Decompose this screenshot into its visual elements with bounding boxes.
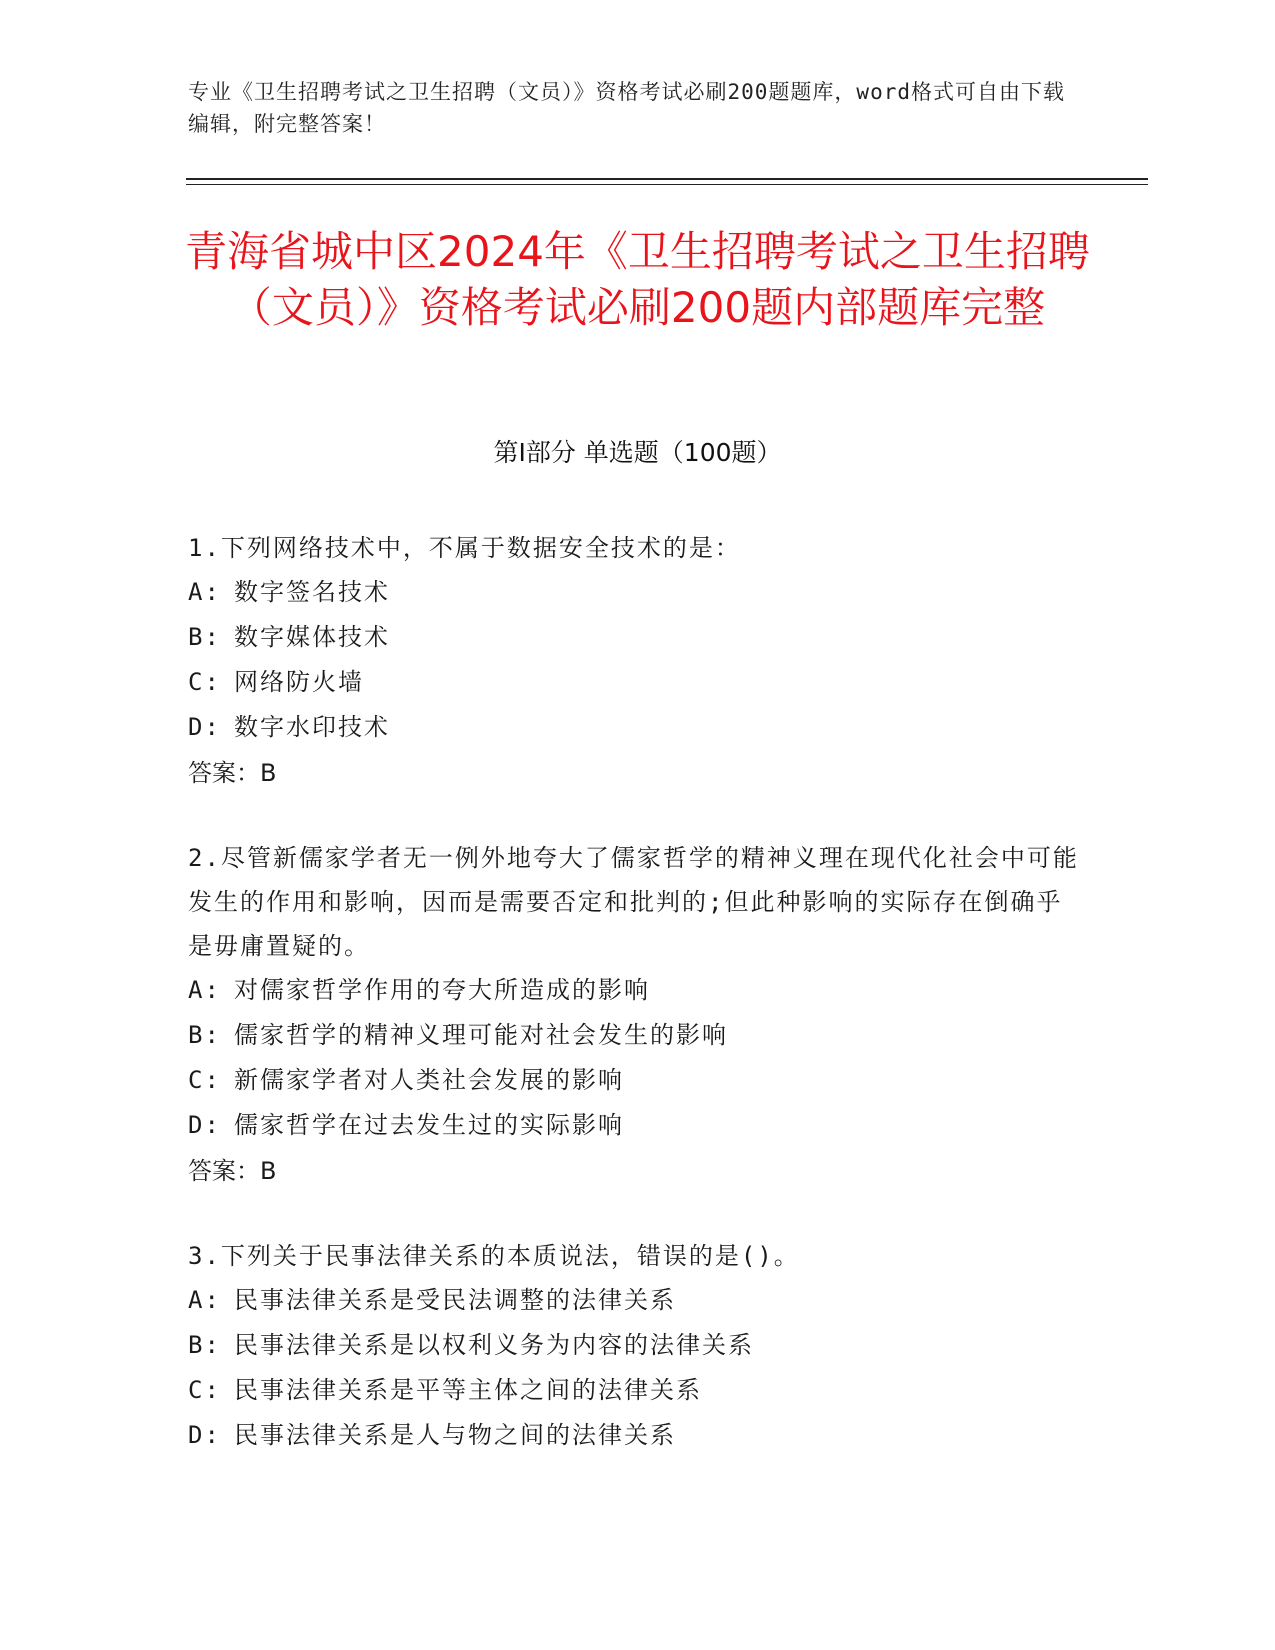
option-text: 数字媒体技术: [234, 623, 390, 651]
question-stem: 3.下列关于民事法律关系的本质说法，错误的是()。: [188, 1242, 800, 1270]
option-letter: D:: [188, 713, 221, 741]
header-note: 专业《卫生招聘考试之卫生招聘（文员）》资格考试必刷200题题库，word格式可自由下载编辑，附完整答案！: [188, 80, 1065, 136]
option-letter: B:: [188, 1331, 221, 1359]
question-stem: 1.下列网络技术中，不属于数据安全技术的是：: [188, 534, 741, 562]
option-d: [188, 705, 1088, 750]
option-letter: C:: [188, 668, 221, 696]
option-a: [188, 570, 1088, 615]
option-letter: A:: [188, 976, 221, 1004]
question-stem: 2.尽管新儒家学者无一例外地夸大了儒家哲学的精神义理在现代化社会中可能发生的作用和影响，因而是需要否定和批判的;但此种影响的实际存在倒确乎是毋庸置疑的。: [188, 844, 1079, 960]
option-text: 新儒家学者对人类社会发展的影响: [234, 1066, 624, 1094]
answer: 答案：B: [188, 1157, 277, 1185]
option-text: 儒家哲学在过去发生过的实际影响: [234, 1111, 624, 1139]
document-title: 青海省城中区2024年《卫生招聘考试之卫生招聘（文员）》资格考试必刷200题内部题库完整: [185, 227, 1090, 332]
option-letter: C:: [188, 1376, 221, 1404]
option-b: [188, 615, 1088, 660]
option-c: [188, 1058, 1088, 1103]
option-letter: A:: [188, 578, 221, 606]
option-text: 民事法律关系是以权利义务为内容的法律关系: [234, 1331, 754, 1359]
option-letter: A:: [188, 1286, 221, 1314]
option-b: [188, 1323, 1088, 1368]
option-d: [188, 1413, 1088, 1458]
option-text: 网络防火墙: [234, 668, 364, 696]
option-c: [188, 1368, 1088, 1413]
option-text: 数字签名技术: [234, 578, 390, 606]
question-3: [188, 1234, 1088, 1458]
option-a: [188, 1278, 1088, 1323]
header-divider-thin: [186, 184, 1148, 185]
option-c: [188, 660, 1088, 705]
answer: 答案：B: [188, 759, 277, 787]
option-letter: D:: [188, 1421, 221, 1449]
section-heading: 第I部分 单选题（100题）: [493, 438, 782, 467]
question-list: [188, 526, 1088, 1498]
option-letter: B:: [188, 1021, 221, 1049]
option-letter: C:: [188, 1066, 221, 1094]
option-a: [188, 968, 1088, 1013]
question-2: [188, 836, 1088, 1194]
option-letter: B:: [188, 623, 221, 651]
option-text: 对儒家哲学作用的夸大所造成的影响: [234, 976, 650, 1004]
option-text: 民事法律关系是受民法调整的法律关系: [234, 1286, 676, 1314]
option-letter: D:: [188, 1111, 221, 1139]
option-d: [188, 1103, 1088, 1148]
question-1: [188, 526, 1088, 796]
option-text: 民事法律关系是人与物之间的法律关系: [234, 1421, 676, 1449]
option-text: 儒家哲学的精神义理可能对社会发生的影响: [234, 1021, 728, 1049]
option-text: 数字水印技术: [234, 713, 390, 741]
option-b: [188, 1013, 1088, 1058]
option-text: 民事法律关系是平等主体之间的法律关系: [234, 1376, 702, 1404]
header-divider-thick: [186, 178, 1148, 180]
